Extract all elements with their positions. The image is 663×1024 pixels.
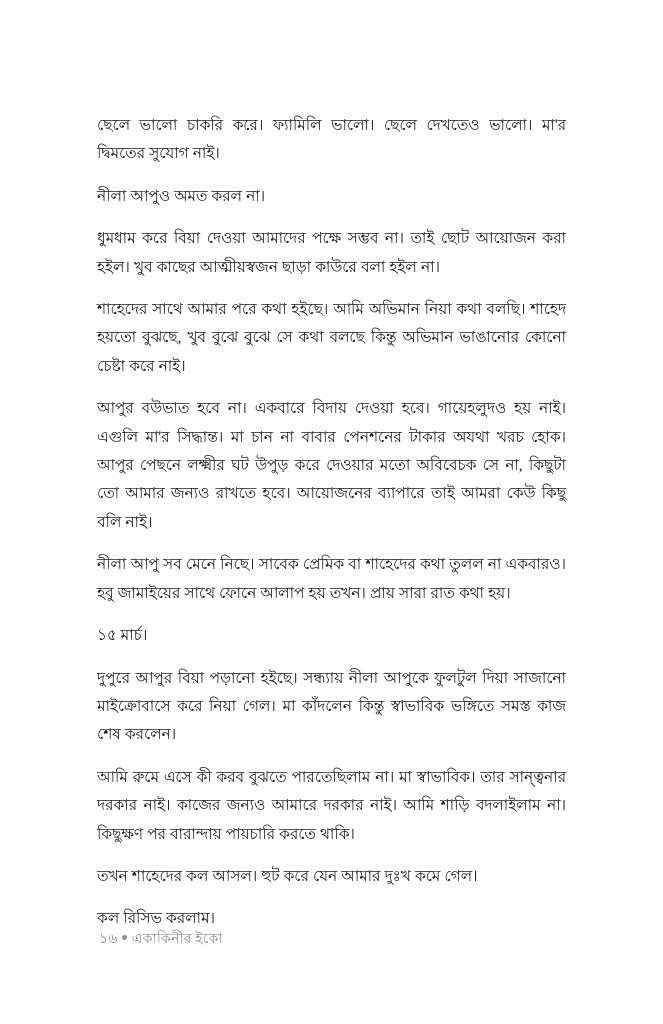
diary-date-heading: ১৫ মার্চ। <box>97 627 148 645</box>
paragraph: কল রিসিভ করলাম। <box>97 910 215 928</box>
bullet-dot-icon <box>122 935 127 940</box>
paragraph: নীলা আপু সব মেনে নিছে। সাবেক প্রেমিক বা শাহেদের কথা তুলল না একবারও। হবু জামাইয়ের সাথে ফোনে আলাপ হয় তখন। প্রায় সারা রাত কথা হয়। <box>97 556 566 602</box>
page-number: ১৬ <box>99 931 118 947</box>
page-text-column <box>97 112 566 934</box>
paragraph: তখন শাহেদের কল আসল। হুট করে যেন আমার দুঃখ কমে গেল। <box>97 867 478 885</box>
paragraph: ধুমধাম করে বিয়া দেওয়া আমাদের পক্ষে সম্ভব না। তাই ছোট আয়োজন করা হইল। খুব কাছের আত্মীয়স্বজন ছাড়া কাউরে বলা হইল না। <box>97 230 566 276</box>
paragraph: আমি রুমে এসে কী করব বুঝতে পারতেছিলাম না। মা স্বাভাবিক। তার সান্ত্বনার দরকার নাই। কাজের জন্যও আমারে দরকার নাই। আমি শাড়ি বদলাইলাম না। কিছুক্ষণ পর বারান্দায় পায়চারি করতে থাকি। <box>97 768 566 843</box>
paragraph: নীলা আপুও অমত করল না। <box>97 187 266 205</box>
book-title: একাকিনীর ইকো <box>131 931 223 947</box>
paragraph: শাহেদের সাথে আমার পরে কথা হইছে। আমি অভিমান নিয়া কথা বলছি। শাহেদ হয়তো বুঝছে, খুব বুঝে বুঝে সে কথা বলছে কিন্তু অভিমান ভাঙানোর কোনো চেষ্টা করে নাই। <box>97 301 566 375</box>
paragraph: ছেলে ভালো চাকরি করে। ফ্যামিলি ভালো। ছেলে দেখতেও ভালো। মা'র দ্বিমতের সুযোগ নাই। <box>97 117 566 163</box>
paragraph: দুপুরে আপুর বিয়া পড়ানো হইছে। সন্ধ্যায় নীলা আপুকে ফুলটুল দিয়া সাজানো মাইক্রোবাসে করে নিয়া গেল। মা কাঁদলেন কিন্তু স্বাভাবিক ভঙ্গিতে সমস্ত কাজ শেষ করলেন। <box>97 669 566 744</box>
paragraph: আপুর বউভাত হবে না। একবারে বিদায় দেওয়া হবে। গায়েহলুদও হয় নাই। এগুলি মা'র সিদ্ধান্ত। মা চান না বাবার পেনশনের টাকার অযথা খরচ হোক। আপুর পেছনে লক্ষ্মীর ঘট উপুড় করে দেওয়ার মতো অবিবেচক সে না, কিছুটা তো আমার জন্যও রাখতে হবে। আয়োজনের ব্যাপারে তাই আমরা কেউ কিছু বলি নাই। <box>97 400 566 531</box>
page-footer <box>99 929 223 949</box>
